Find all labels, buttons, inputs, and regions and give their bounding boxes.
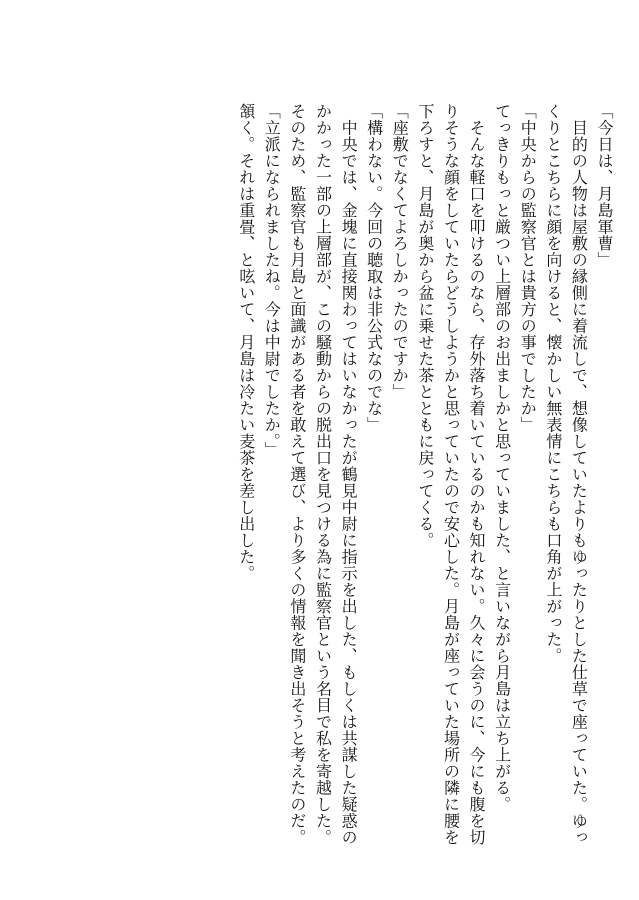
narrative-line: かかった一部の上層部が、この騒動からの脱出口を見つける為に監察官という名目で私を寄越した。 bbox=[313, 103, 333, 846]
dialogue-line: 「立派になられましたね。今は中尉でしたか。」 bbox=[262, 103, 282, 458]
narrative-line: そんな軽口を叩けるのなら、存外落ち着いているのかも知れない。久々に会うのに、今にも腹を切 bbox=[467, 103, 487, 846]
narrative-line: くりとこちらに顔を向けると、懐かしい無表情にこちらも口角が上がった。 bbox=[543, 103, 563, 664]
narrative-line: 中央では、金塊に直接関わってはいなかったが鶴見中尉に指示を出した、もしくは共謀した疑惑の bbox=[339, 103, 359, 846]
dialogue-line: 「座敷でなくてよろしかったのですか」 bbox=[390, 103, 410, 400]
dialogue-line: 「今日は、月島軍曹」 bbox=[595, 103, 614, 268]
narrative-line: りそうな顔をしていたらどうしようかと思っていたので安心した。月島が座っていた場所の隣に腰を bbox=[441, 103, 461, 846]
narrative-line: 下ろすと、月島が奥から盆に乗せた茶とともに戻ってくる。 bbox=[415, 103, 435, 549]
narrative-line: てっきりもっと厳つい上層部のお出ましかと思っていました、と言いながら月島は立ち上がる。 bbox=[492, 103, 512, 813]
dialogue-line: 「構わない。今回の聴取は非公式なのでな」 bbox=[364, 103, 384, 433]
vertical-text-body bbox=[233, 103, 617, 846]
narrative-line: 目的の人物は屋敷の縁側に着流しで、想像していたよりもゆったりとした仕草で座っていた。ゆっ bbox=[569, 103, 589, 846]
dialogue-line: 「中央からの監察官とは貴方の事でしたか」 bbox=[518, 103, 538, 433]
narrative-line: 頷く。それは重畳、と呟いて、月島は冷たい麦茶を差し出した。 bbox=[236, 103, 256, 582]
narrative-line: そのため、監察官も月島と面識がある者を敢えて選び、より多くの情報を聞き出そうと考えたのだ。 bbox=[287, 103, 307, 846]
